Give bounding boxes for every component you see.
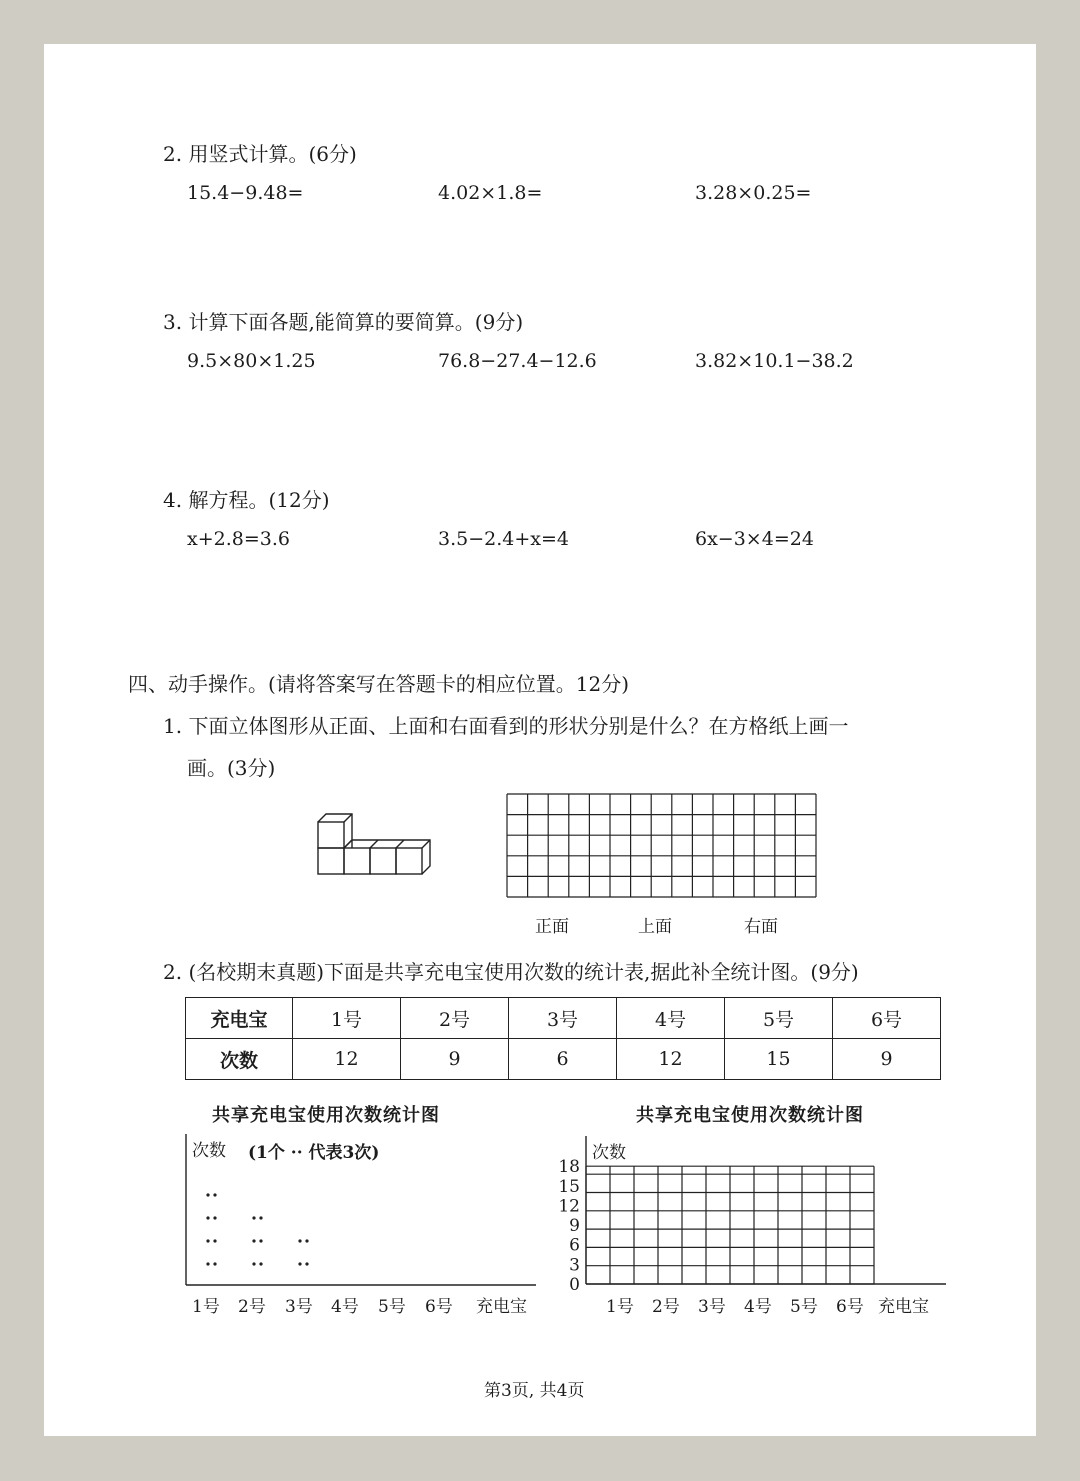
q2-expr-3: 3.28×0.25= [695, 182, 812, 204]
y-tick-label: 15 [558, 1176, 580, 1197]
table-row [186, 1039, 941, 1080]
y-tick-label: 12 [558, 1196, 580, 1217]
table-cell: 12 [293, 1039, 401, 1080]
q2-title: 2. 用竖式计算。(6分) [163, 142, 357, 166]
left-chart-xlabel: 4号 [331, 1297, 359, 1317]
left-chart-legend: (1个 ·· 代表3次) [248, 1143, 380, 1163]
usage-table [185, 997, 941, 1080]
table-cell: 6 [509, 1039, 617, 1080]
pictograph-symbol [213, 1216, 216, 1219]
y-tick-label: 3 [569, 1255, 580, 1276]
q4-expr-1: x+2.8=3.6 [187, 528, 290, 550]
table-cell: 6号 [833, 998, 941, 1039]
q4-expr-2: 3.5−2.4+x=4 [438, 528, 569, 550]
section4-q2-text: 2. (名校期末真题)下面是共享充电宝使用次数的统计表,据此补全统计图。(9分) [163, 960, 859, 984]
view-label-top: 上面 [638, 917, 672, 937]
pictograph-symbol [213, 1193, 216, 1196]
left-chart-xlabel: 6号 [425, 1297, 453, 1317]
y-tick-label: 0 [569, 1275, 580, 1295]
grid-paper [505, 792, 819, 898]
section4-title: 四、动手操作。(请将答案写在答题卡的相应位置。12分) [128, 672, 630, 696]
table-row [186, 998, 941, 1039]
pictograph-symbol [259, 1262, 262, 1265]
right-chart-title: 共享充电宝使用次数统计图 [636, 1105, 864, 1126]
q4-expr-3: 6x−3×4=24 [695, 528, 814, 550]
left-chart-xlabel: 1号 [192, 1297, 220, 1317]
x-tick-label: 4号 [744, 1297, 772, 1317]
pictograph-symbol [206, 1193, 209, 1196]
table-cell: 1号 [293, 998, 401, 1039]
q4-title: 4. 解方程。(12分) [163, 488, 330, 512]
table-cell: 9 [833, 1039, 941, 1080]
section4-q1-line1: 1. 下面立体图形从正面、上面和右面看到的形状分别是什么？在方格纸上画一 [163, 714, 849, 738]
section4-q1-line2: 画。(3分) [187, 756, 276, 780]
q2-expr-2: 4.02×1.8= [438, 182, 543, 204]
q3-title: 3. 计算下面各题,能简算的要简算。(9分) [163, 310, 524, 334]
view-label-right: 右面 [744, 917, 778, 937]
table-cell: 3号 [509, 998, 617, 1039]
table-cell: 4号 [617, 998, 725, 1039]
x-tick-label: 3号 [698, 1297, 726, 1317]
pictograph-symbol [305, 1262, 308, 1265]
table-cell: 5号 [725, 998, 833, 1039]
x-tick-label: 5号 [790, 1297, 818, 1317]
y-tick-label: 6 [569, 1235, 580, 1256]
x-tick-label: 2号 [652, 1297, 680, 1317]
table-cell: 充电宝 [186, 998, 293, 1039]
page-footer: 第3页, 共4页 [484, 1381, 585, 1401]
left-chart-xlabel: 5号 [378, 1297, 406, 1317]
pictograph-symbol [206, 1239, 209, 1242]
pictograph-symbol [252, 1216, 255, 1219]
view-label-front: 正面 [535, 917, 569, 937]
chart-ylabel: 次数 [592, 1143, 626, 1163]
table-cell: 15 [725, 1039, 833, 1080]
pictograph-symbol [213, 1239, 216, 1242]
y-tick-label: 18 [558, 1157, 580, 1178]
q3-expr-1: 9.5×80×1.25 [187, 350, 316, 372]
pictograph-symbol [213, 1262, 216, 1265]
left-chart-title: 共享充电宝使用次数统计图 [212, 1105, 440, 1126]
pictograph-symbol [252, 1262, 255, 1265]
x-tick-label: 1号 [606, 1297, 634, 1317]
chart-xlabel: 充电宝 [878, 1297, 929, 1317]
pictograph-symbol [298, 1262, 301, 1265]
left-chart-ylabel: 次数 [192, 1141, 226, 1161]
cube-figure [312, 808, 438, 878]
x-tick-label: 6号 [836, 1297, 864, 1317]
pictograph-symbol [259, 1216, 262, 1219]
table-cell: 12 [617, 1039, 725, 1080]
pictograph-symbol [206, 1262, 209, 1265]
pictograph-symbol [298, 1239, 301, 1242]
q3-expr-2: 76.8−27.4−12.6 [438, 350, 597, 372]
pictograph-symbol [206, 1216, 209, 1219]
left-chart-xlabel: 充电宝 [476, 1297, 527, 1317]
pictograph-symbol [252, 1239, 255, 1242]
q3-expr-3: 3.82×10.1−38.2 [695, 350, 854, 372]
pictograph-symbol [259, 1239, 262, 1242]
table-cell: 2号 [401, 998, 509, 1039]
q2-expr-1: 15.4−9.48= [187, 182, 304, 204]
y-tick-label: 9 [569, 1216, 580, 1237]
pictograph-symbol [305, 1239, 308, 1242]
left-chart-xlabel: 3号 [285, 1297, 313, 1317]
right-chart [548, 1134, 958, 1324]
table-cell: 次数 [186, 1039, 293, 1080]
left-chart-xlabel: 2号 [238, 1297, 266, 1317]
table-cell: 9 [401, 1039, 509, 1080]
